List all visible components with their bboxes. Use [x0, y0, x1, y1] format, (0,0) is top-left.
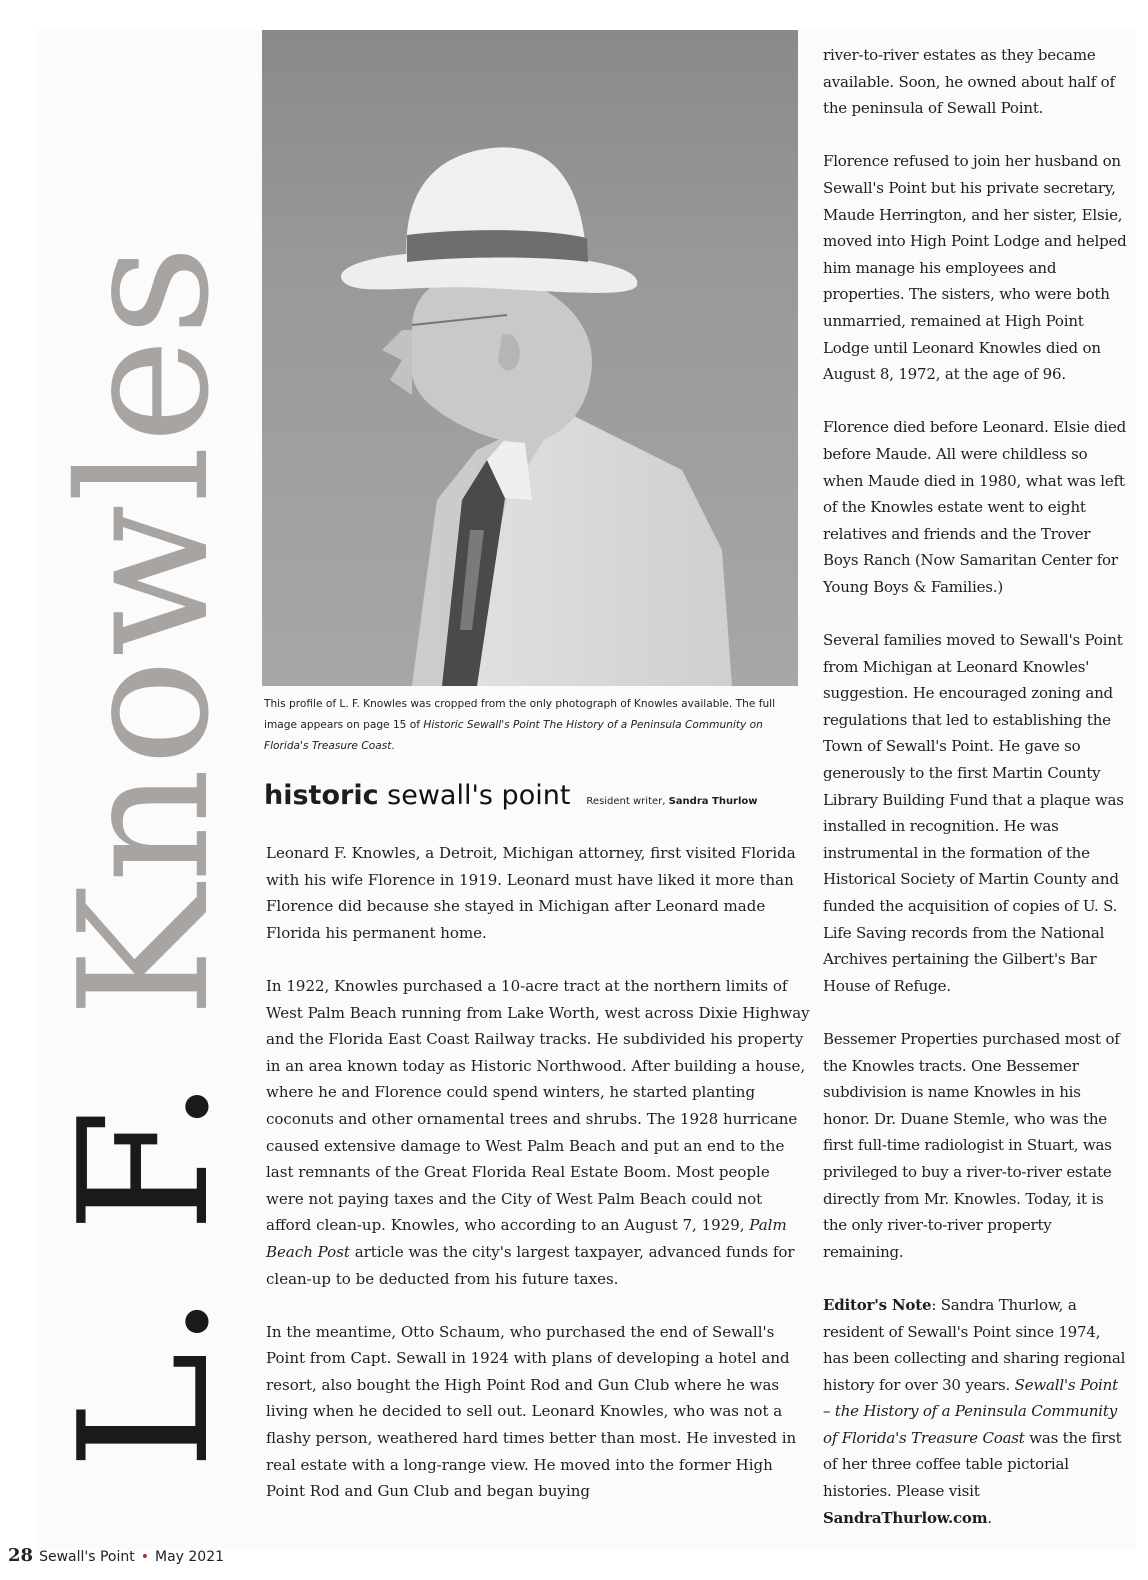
- byline: [586, 796, 757, 807]
- photo-caption: [264, 694, 796, 757]
- byline-prefix: Resident writer,: [586, 796, 669, 807]
- paragraph-text: article was the city's largest taxpayer, advanced funds for clean-up to be deducted from his future taxes.: [266, 1242, 795, 1288]
- portrait-photo: [262, 30, 798, 686]
- title-surname: Knowles: [41, 242, 248, 1018]
- editors-note-text: : Sandra Thurlow, a resident of Sewall's Point since 1974, has been collecting and sharing regional history for over 30 years.: [823, 1295, 1126, 1394]
- title-initials: L. F.: [41, 1017, 248, 1470]
- paragraph: Florence died before Leonard. Elsie died before Maude. All were childless so when Maude died in 1980, what was left of the Knowles estate went to eight relatives and friends and the Trover Boys Ranch (Now Samaritan Center for Young Boys & Families.): [823, 418, 1127, 596]
- article-column-right: [823, 42, 1129, 1558]
- caption-text: This profile of L. F. Knowles was cropped from the only photograph of Knowles available. The full image appears on page 15 of: [264, 698, 776, 731]
- portrait-illustration: [262, 30, 798, 686]
- heading-light: sewall's point: [378, 780, 571, 811]
- page-footer: [8, 1545, 224, 1566]
- footer-separator: •: [140, 1549, 149, 1565]
- paragraph: [266, 973, 811, 1292]
- paragraph: Bessemer Properties purchased most of the Knowles tracts. One Bessemer subdivision is name Knowles in his honor. Dr. Duane Stemle, who was the first full-time radiologist in Stuart, was privileged to buy a river-to-river estate directly from Mr. Knowles. Today, it is the only river-to-river property remaining.: [823, 1029, 1120, 1261]
- newspaper-title: Palm Beach Post: [266, 1216, 787, 1261]
- website-link[interactable]: SandraThurlow.com: [823, 1508, 988, 1527]
- heading-bold: historic: [264, 780, 379, 811]
- byline-author: Sandra Thurlow: [668, 796, 758, 807]
- issue-date: May 2021: [155, 1549, 225, 1565]
- paragraph: river-to-river estates as they became available. Soon, he owned about half of the peninsula of Sewall Point.: [823, 46, 1115, 118]
- publication-name: Sewall's Point: [39, 1549, 135, 1565]
- editors-note-end: .: [987, 1508, 992, 1527]
- section-heading: [264, 780, 804, 811]
- article-column-left: [266, 840, 811, 1531]
- caption-end: .: [391, 740, 395, 752]
- vertical-title: [41, 170, 248, 1470]
- editors-note-text: was the first of her three coffee table pictorial histories. Please visit: [823, 1428, 1122, 1501]
- editors-note: [823, 1292, 1129, 1531]
- paragraph: Several families moved to Sewall's Point from Michigan at Leonard Knowles' suggestion. He encouraged zoning and regulations that led to establishing the Town of Sewall's Point. He gave so generously to the first Martin County Library Building Fund that a plaque was installed in recognition. He was instrumental in the formation of the Historical Society of Martin County and funded the acquisition of copies of U. S. Life Saving records from the National Archives pertaining the Gilbert's Bar House of Refuge.: [823, 631, 1124, 995]
- editors-note-label: Editor's Note: [823, 1295, 932, 1314]
- paragraph-text: In 1922, Knowles purchased a 10-acre tract at the northern limits of West Palm Beach running from Lake Worth, west across Dixie Highway and the Florida East Coast Railway tracks. He subdivided his property in an area known today as Historic Northwood. After building a house, where he and Florence could spend winters, he started planting coconuts and other ornamental trees and shrubs. The 1928 hurricane caused extensive damage to West Palm Beach and put an end to the last remnants of the Great Florida Real Estate Boom. Most people were not paying taxes and the City of West Palm Beach could not afford clean-up. Knowles, who according to an August 7, 1929,: [266, 976, 810, 1235]
- book-title: Sewall's Point – the History of a Peninsula Community of Florida's Treasure Coast: [823, 1375, 1118, 1447]
- caption-book-title: Historic Sewall's Point The History of a Peninsula Community on Florida's Treasure Coast: [264, 719, 763, 752]
- paragraph: Florence refused to join her husband on Sewall's Point but his private secretary, Maude Herrington, and her sister, Elsie, moved into High Point Lodge and helped him manage his employees and properties. The sisters, who were both unmarried, remained at High Point Lodge until Leonard Knowles died on August 8, 1972, at the age of 96.: [823, 152, 1127, 384]
- paragraph: Leonard F. Knowles, a Detroit, Michigan attorney, first visited Florida with his wife Florence in 1919. Leonard must have liked it more than Florence did because she stayed in Michigan after Leonard made Florida his permanent home.: [266, 844, 796, 942]
- paragraph: In the meantime, Otto Schaum, who purchased the end of Sewall's Point from Capt. Sewall in 1924 with plans of developing a hotel and resort, also bought the High Point Rod and Gun Club where he was living when he decided to sell out. Leonard Knowles, who was not a flashy person, weathered hard times better than most. He invested in real estate with a long-range view. He moved into the former High Point Rod and Gun Club and began buying: [266, 1322, 797, 1501]
- page-number: 28: [8, 1545, 34, 1566]
